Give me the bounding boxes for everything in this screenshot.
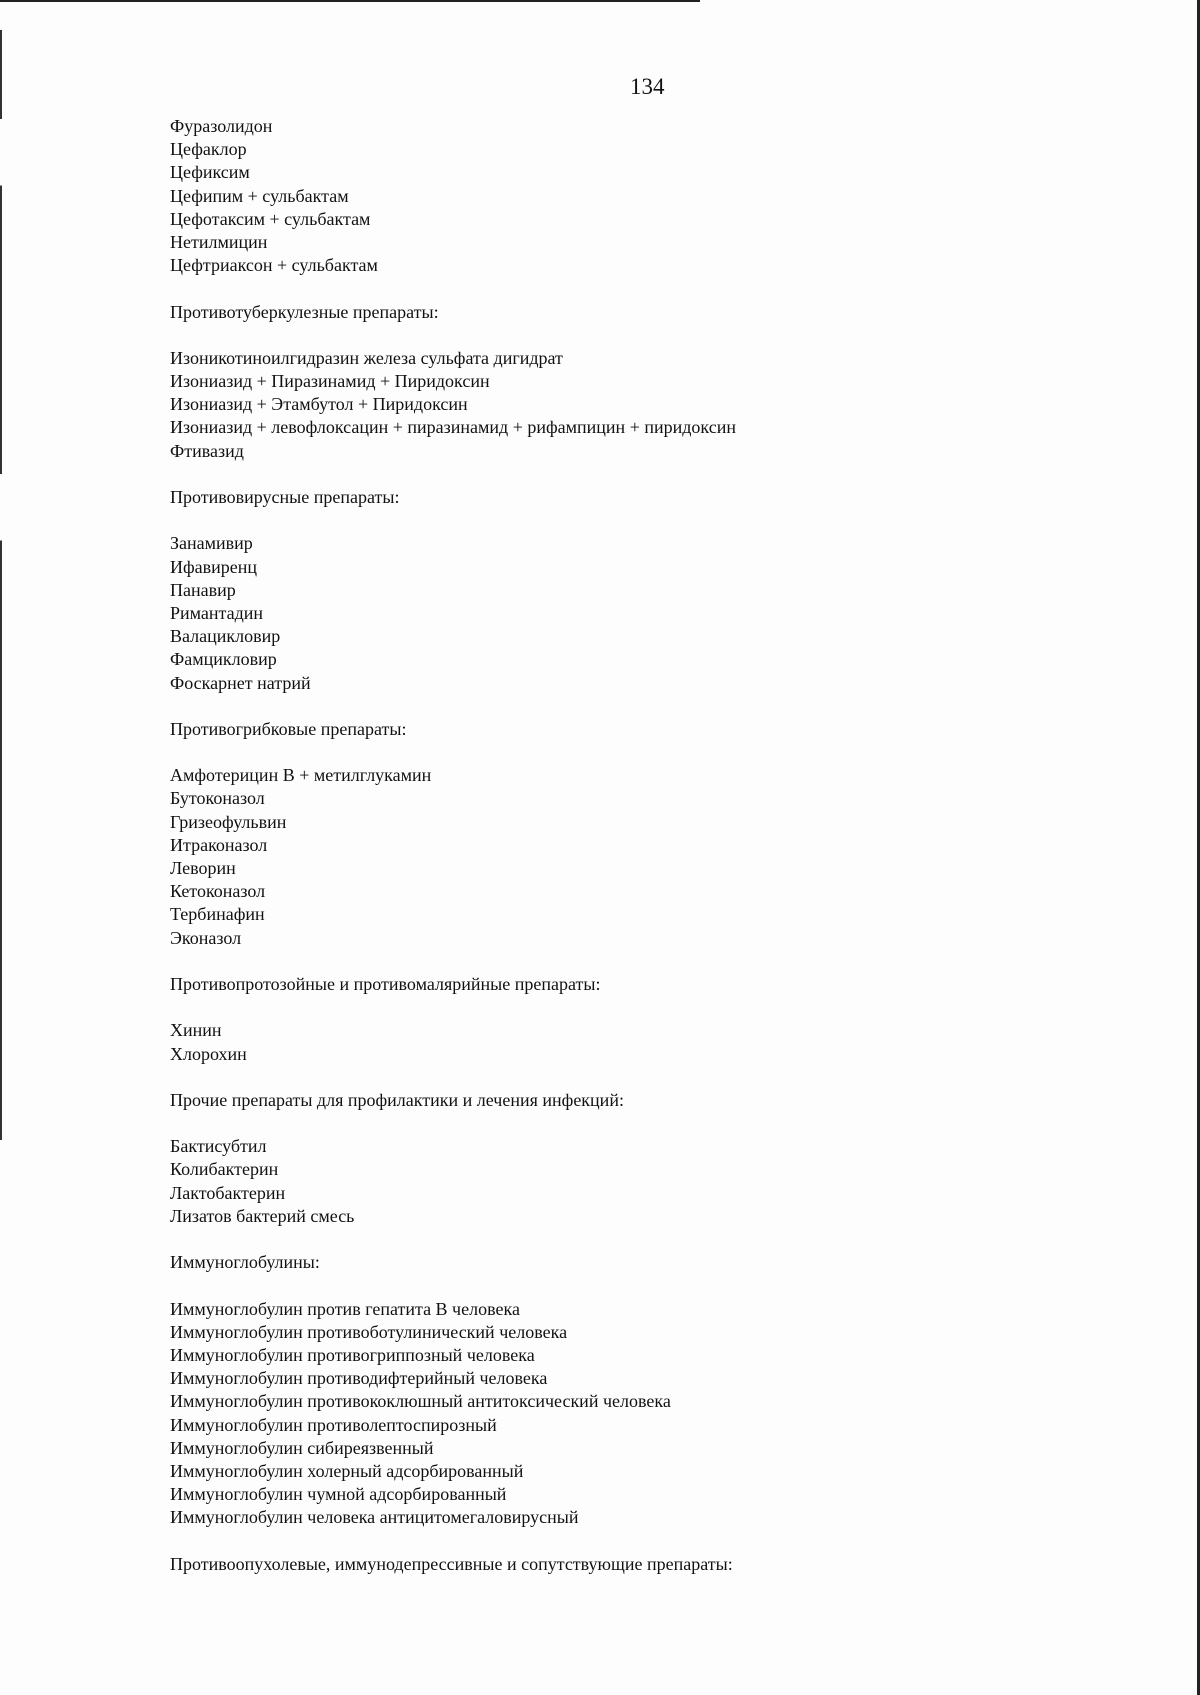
list-item: Ифавиренц [170, 556, 258, 577]
list-item: Римантадин [170, 602, 264, 623]
scan-edge-left [0, 30, 2, 1140]
section-antiprotozoal [170, 973, 1130, 1066]
list-item: Изониазид + Пиразинамид + Пиридоксин [170, 371, 490, 392]
list-item: Цефтриаксон + сульбактам [170, 255, 378, 276]
list-item: Изониазид + левофлоксацин + пиразинамид + рифампицин + пиридоксин [170, 417, 736, 438]
list-item: Фоскарнет натрий [170, 672, 311, 693]
list-item: Цефаклор [170, 139, 247, 160]
list-item: Валацикловир [170, 626, 281, 647]
list-item: Изониазид + Этамбутол + Пиридоксин [170, 394, 468, 415]
section-antifungal [170, 718, 1130, 950]
section-antituberculosis [170, 301, 1130, 463]
list-item: Иммуноглобулин чумной адсорбированный [170, 1484, 507, 1505]
section-heading: Иммуноглобулины: [170, 1252, 320, 1273]
list-item: Фуразолидон [170, 116, 273, 136]
section-heading: Противогрибковые препараты: [170, 718, 407, 739]
top-drug-list [170, 115, 1130, 277]
list-item: Иммуноглобулин сибиреязвенный [170, 1437, 434, 1458]
list-item: Иммуноглобулин противодифтерийный человека [170, 1368, 548, 1389]
list-item: Эконазол [170, 927, 242, 948]
list-item: Цефиксим [170, 162, 250, 183]
list-item: Гризеофульвин [170, 811, 287, 832]
list-item: Нетилмицин [170, 231, 268, 252]
section-heading: Противотуберкулезные препараты: [170, 301, 439, 322]
list-item: Фамцикловир [170, 649, 277, 670]
list-item: Хлорохин [170, 1043, 247, 1064]
list-item: Лактобактерин [170, 1182, 286, 1203]
list-item: Бутоконазол [170, 788, 265, 809]
section-other-infection [170, 1089, 1130, 1228]
list-item: Панавир [170, 579, 236, 600]
list-item: Бактисубтил [170, 1136, 267, 1157]
page-number: 134 [630, 74, 665, 99]
list-item: Иммуноглобулин холерный адсорбированный [170, 1460, 524, 1481]
list-item: Цефипим + сульбактам [170, 185, 349, 206]
list-item: Хинин [170, 1020, 222, 1041]
section-immunoglobulins [170, 1251, 1130, 1529]
list-item: Кетоконазол [170, 881, 266, 902]
list-item: Иммуноглобулин против гепатита В человека [170, 1298, 520, 1319]
list-item: Занамивир [170, 533, 253, 554]
scan-edge-top [0, 0, 700, 2]
list-item: Леворин [170, 858, 236, 878]
document-body [170, 115, 1130, 1599]
list-item: Итраконазол [170, 834, 268, 855]
list-item: Изоникотиноилгидразин железа сульфата дигидрат [170, 347, 563, 368]
list-item: Цефотаксим + сульбактам [170, 208, 371, 229]
list-item: Иммуноглобулин противолептоспирозный [170, 1414, 497, 1435]
list-item: Тербинафин [170, 904, 265, 925]
list-item: Фтивазид [170, 440, 244, 461]
section-heading: Противоопухолевые, иммунодепрессивные и сопутствующие препараты: [170, 1553, 733, 1574]
list-item: Иммуноглобулин противогриппозный человека [170, 1344, 535, 1365]
section-heading: Прочие препараты для профилактики и лечения инфекций: [170, 1089, 624, 1110]
section-antiviral [170, 486, 1130, 695]
list-item: Колибактерин [170, 1159, 279, 1180]
list-item: Амфотерицин В + метилглукамин [170, 765, 432, 786]
list-item: Лизатов бактерий смесь [170, 1205, 355, 1226]
section-heading: Противовирусные препараты: [170, 487, 400, 507]
list-item: Иммуноглобулин противоботулинический человека [170, 1321, 568, 1342]
list-item: Иммуноглобулин человека антицитомегаловирусный [170, 1507, 579, 1528]
list-item: Иммуноглобулин противококлюшный антитоксический человека [170, 1391, 671, 1412]
section-antitumor [170, 1553, 1130, 1576]
section-heading: Противопротозойные и противомалярийные препараты: [170, 973, 601, 994]
